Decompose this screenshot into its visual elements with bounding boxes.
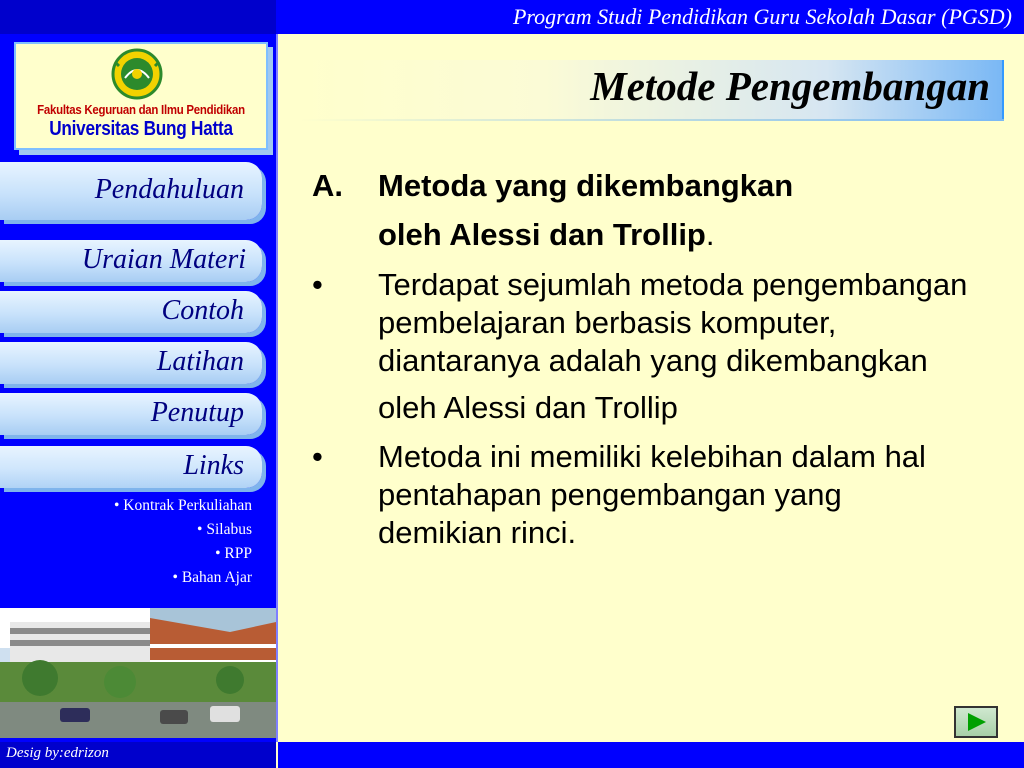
nav-links[interactable] <box>0 446 262 488</box>
slide-title: Metode Pengembangan <box>590 63 990 109</box>
nav-label: Contoh <box>161 295 244 326</box>
bullet-marker: • <box>312 439 323 474</box>
link-silabus[interactable]: • Silabus <box>197 521 252 538</box>
nav-label: Uraian Materi <box>81 244 246 275</box>
nav-pendahuluan[interactable] <box>0 162 262 220</box>
heading-line-2: oleh Alessi dan Trollip <box>378 217 706 252</box>
play-arrow-icon <box>956 708 996 736</box>
bullet-1-text: Terdapat sejumlah metoda pengembangan pembelajaran berbasis komputer, diantaranya adalah yang dikembangkan <box>378 267 968 378</box>
heading-row-2 <box>312 210 992 260</box>
header-bar-left <box>0 0 276 34</box>
next-slide-button[interactable] <box>954 706 998 738</box>
nav-latihan[interactable] <box>0 342 262 384</box>
bullet-1 <box>312 266 978 380</box>
credit-bar <box>0 742 276 768</box>
title-bar-underline <box>300 119 1004 121</box>
bullet-marker: • <box>312 267 323 302</box>
nav-penutup[interactable] <box>0 393 262 435</box>
faculty-name: Fakultas Keguruan dan Ilmu Pendidikan <box>37 102 245 117</box>
university-name: Universitas Bung Hatta <box>49 118 233 140</box>
nav-uraian-materi[interactable] <box>0 240 262 282</box>
campus-photo <box>0 608 276 738</box>
heading-row <box>312 162 992 210</box>
bullet-1-continuation-row <box>312 386 992 430</box>
nav-label: Latihan <box>156 346 244 377</box>
heading-marker: A. <box>312 168 343 203</box>
bullet-2-text: Metoda ini memiliki kelebihan dalam hal pentahapan pengembangan yang demikian rinci. <box>378 439 926 550</box>
designer-credit: Desig by:edrizon <box>6 745 109 761</box>
program-title: Program Studi Pendidikan Guru Sekolah Dasar (PGSD) <box>512 4 1012 29</box>
link-bahan-ajar[interactable]: • Bahan Ajar <box>172 569 252 586</box>
heading-period: . <box>705 217 715 252</box>
bullet-2 <box>312 438 968 552</box>
sidebar-divider <box>276 34 278 742</box>
slide-content <box>312 162 992 552</box>
heading-line-1: Metoda yang dikembangkan <box>378 168 794 203</box>
bullet-1-continuation: oleh Alessi dan Trollip <box>378 390 678 425</box>
nav-label: Pendahuluan <box>94 174 244 205</box>
link-kontrak-perkuliahan[interactable]: • Kontrak Perkuliahan <box>113 497 252 514</box>
links-list <box>10 494 252 590</box>
university-emblem-icon <box>111 48 163 100</box>
nav-contoh[interactable] <box>0 291 262 333</box>
link-rpp[interactable]: • RPP <box>215 545 252 562</box>
nav-label: Links <box>183 450 244 481</box>
header-bar <box>0 0 1024 34</box>
nav-label: Penutup <box>150 397 244 428</box>
university-logo <box>14 42 268 150</box>
footer-bar <box>278 742 1024 768</box>
campus-photo-image <box>0 608 276 738</box>
